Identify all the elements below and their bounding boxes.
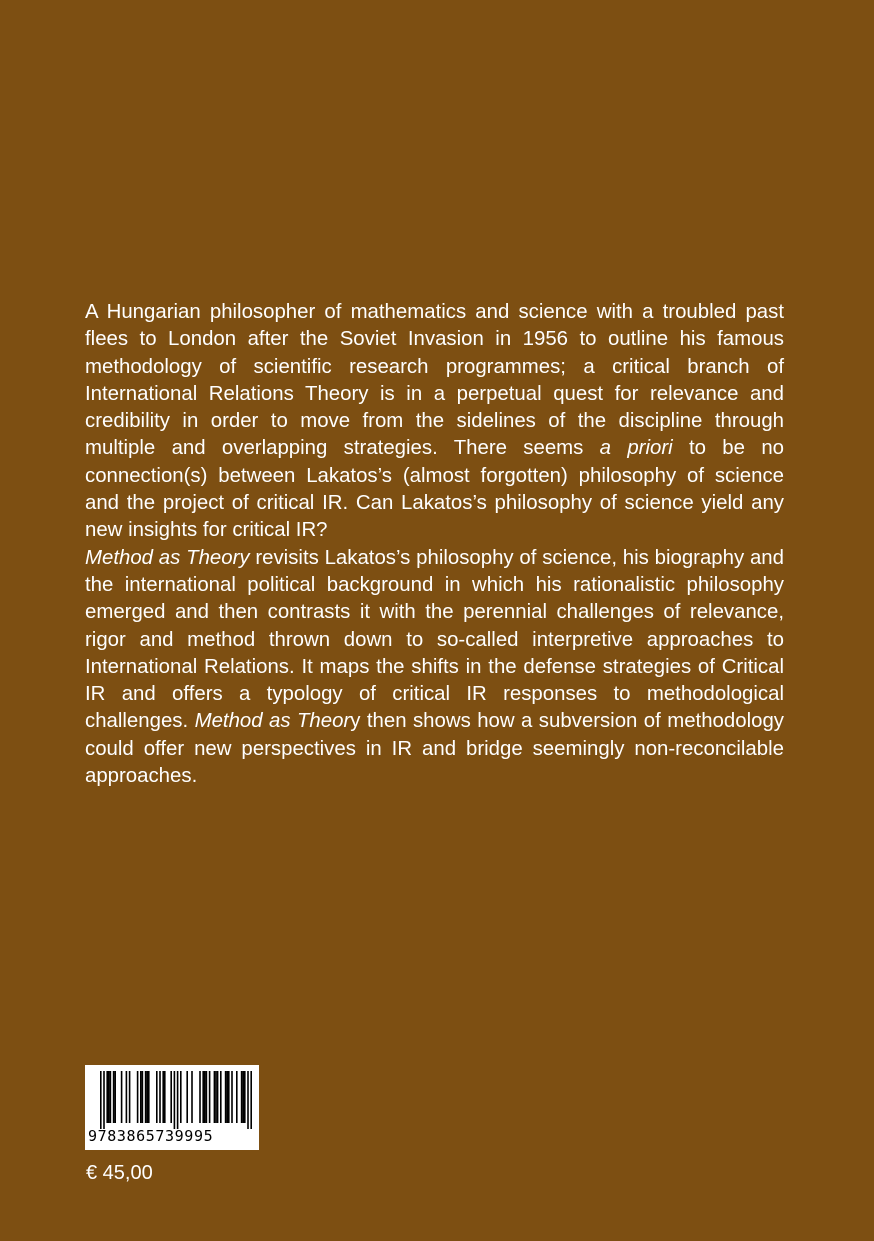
- blurb-p1-italic-a-priori: a priori: [599, 437, 673, 460]
- barcode-bar: [199, 1071, 201, 1123]
- blurb-paragraph-1: [85, 299, 784, 545]
- barcode-bar: [170, 1071, 172, 1123]
- barcode-bar: [137, 1071, 139, 1123]
- barcode-bar: [108, 1071, 110, 1123]
- blurb-p2-book-title-2-tail: y: [350, 710, 361, 733]
- blurb-p2-text-1: revisits Lakatos’s philosophy of science, his biography and the international political background in which his rationalistic philosophy emerged and then contrasts it with the perennial challenges of relevance, rigor and method thrown down to so-called interpretive approaches to International Relations. It maps the shifts in the defense strategies of Critical IR and offers a typology of critical IR responses to methodological challenges.: [85, 546, 784, 733]
- barcode-bar: [236, 1071, 238, 1123]
- barcode-bar: [110, 1071, 112, 1123]
- barcode-bar: [225, 1071, 227, 1123]
- barcode-bar: [148, 1071, 150, 1123]
- barcode-bar: [247, 1071, 249, 1129]
- barcode-bar: [250, 1071, 252, 1129]
- isbn-barcode: [85, 1065, 259, 1150]
- barcode-bar: [241, 1071, 243, 1123]
- barcode-bar: [244, 1071, 246, 1123]
- barcode-bar: [126, 1071, 128, 1123]
- barcode-bar: [214, 1071, 216, 1123]
- barcode-bar: [226, 1071, 228, 1123]
- barcode-bar: [177, 1071, 179, 1129]
- barcode-bar: [174, 1071, 176, 1129]
- barcode-bar: [228, 1071, 230, 1123]
- barcode-bar: [217, 1071, 219, 1123]
- blurb-p1-text-start: A Hungarian philosopher of mathematics and science with a troubled past flees to London after the Soviet Invasion in 1956 to outline his famous methodology of scientific research programmes; a critical branch of International Relations Theory is in a perpetual quest for relevance and credibility in order to move from the sidelines of the discipline through multiple and overlapping strategies. There seems: [85, 301, 784, 460]
- blurb-p2-text-2: then shows how a subversion of methodology could offer new perspectives in IR and bridge seemingly non-reconcilable approaches.: [85, 710, 784, 788]
- barcode-bar: [106, 1071, 108, 1123]
- back-cover-blurb: [85, 299, 784, 790]
- barcode-bar: [140, 1071, 142, 1123]
- barcode-bar: [220, 1071, 222, 1123]
- barcode-bar: [206, 1071, 208, 1123]
- barcode-bar: [142, 1071, 144, 1123]
- blurb-p1-text-end: to be no connection(s) between Lakatos’s (almost forgotten) philosophy of science and the project of critical IR. Can Lakatos’s philosophy of science yield any new insights for critical IR?: [85, 437, 784, 542]
- barcode-bar: [145, 1071, 147, 1123]
- barcode-bar: [204, 1071, 206, 1123]
- barcode-bar: [202, 1071, 204, 1123]
- barcode-bar: [215, 1071, 217, 1123]
- barcode-bar: [100, 1071, 102, 1129]
- blurb-paragraph-2: [85, 545, 784, 791]
- barcode-bar: [159, 1071, 161, 1123]
- barcode-bar: [180, 1071, 182, 1123]
- barcode-bar: [191, 1071, 193, 1123]
- blurb-p2-book-title-1: Method as Theory: [85, 546, 250, 569]
- isbn-number: 9783865739995: [88, 1127, 214, 1145]
- barcode-bar: [231, 1071, 233, 1123]
- barcode-bar: [129, 1071, 131, 1123]
- barcode-bar: [209, 1071, 211, 1123]
- barcode-bar: [156, 1071, 158, 1123]
- barcode-bar: [186, 1071, 188, 1123]
- barcode-bar: [164, 1071, 166, 1123]
- barcode-bar: [113, 1071, 115, 1123]
- barcode-bar: [242, 1071, 244, 1123]
- barcode-bar: [103, 1071, 105, 1129]
- barcode-bar: [162, 1071, 164, 1123]
- price-label: € 45,00: [86, 1162, 153, 1184]
- barcode-bar: [121, 1071, 123, 1123]
- blurb-p2-book-title-2: Method as Theor: [194, 710, 351, 733]
- barcode-bar: [114, 1071, 116, 1123]
- barcode-bar: [146, 1071, 148, 1123]
